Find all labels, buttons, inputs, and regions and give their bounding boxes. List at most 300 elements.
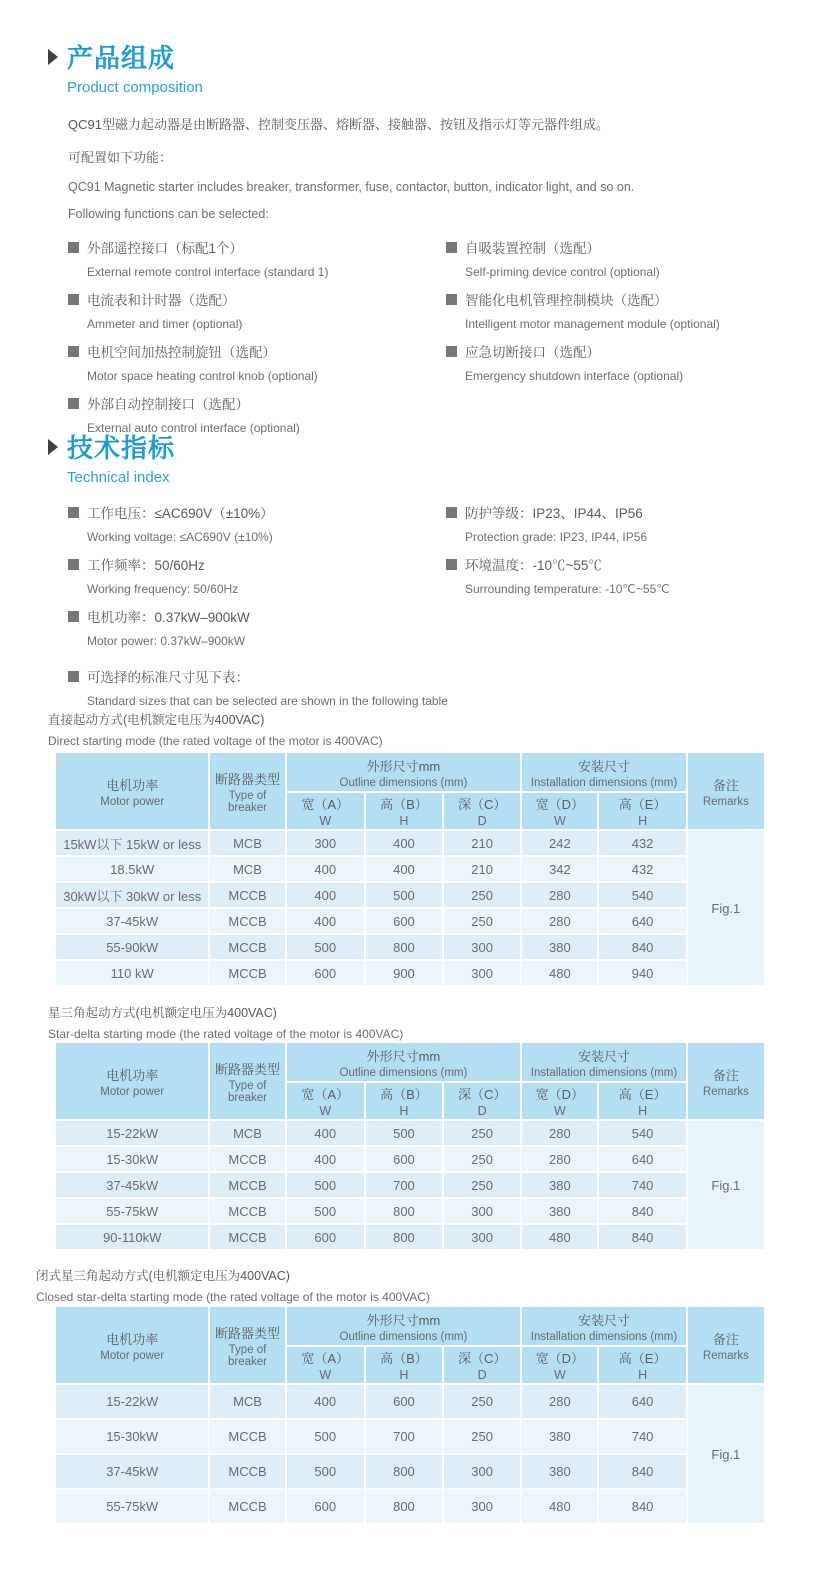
header-dim-col-letter: W xyxy=(553,1104,566,1118)
note-zh-row xyxy=(68,666,788,686)
dim-table-star-delta xyxy=(54,1041,766,1251)
table-data-cell: 400 xyxy=(287,1121,364,1145)
header-breaker-type xyxy=(210,1307,284,1383)
table-data-cell: 600 xyxy=(366,909,442,933)
header-remarks-en: Remarks xyxy=(702,1085,749,1098)
header-dim-col-0 xyxy=(287,1347,364,1383)
list-item-label-en: Intelligent motor management module (optional) xyxy=(465,317,720,331)
list-item-label-en: Working voltage: ≤AC690V (±10%) xyxy=(87,530,273,544)
intro-zh: QC91型磁力起动器是由断路器、控制变压器、熔断器、接触器、按钮及指示灯等元器件组成。 xyxy=(68,117,609,132)
feature-columns xyxy=(68,237,793,445)
table-data-cell: MCCB xyxy=(210,909,284,933)
table-caption-zh: 直接起动方式(电机额定电压为400VAC) xyxy=(48,713,265,727)
header-install-en: Installation dimensions (mm) xyxy=(530,1330,678,1343)
list-item-zh-row xyxy=(446,289,793,309)
table-data-cell: 55-75kW xyxy=(56,1199,208,1223)
list-item-label-zh: 外部自动控制接口（选配） xyxy=(87,397,249,412)
table-header-row-1 xyxy=(56,1307,764,1345)
header-breaker-type-en: Type of breaker xyxy=(228,1343,268,1368)
header-dim-col-letter: W xyxy=(319,1104,332,1118)
table-data-cell: 540 xyxy=(599,1121,685,1145)
list-item xyxy=(68,289,446,331)
intro-zh-2: 可配置如下功能： xyxy=(68,150,173,165)
header-install-zh: 安装尺寸 xyxy=(577,1312,630,1328)
table-data-cell: 600 xyxy=(366,1385,442,1418)
list-item-label-zh: 环境温度：-10℃~55℃ xyxy=(465,558,602,573)
table-data-cell: 900 xyxy=(366,961,442,985)
table-data-cell: 480 xyxy=(522,1490,597,1523)
table-data-cell: 500 xyxy=(366,1121,442,1145)
table-data-cell: 500 xyxy=(287,935,364,959)
header-outline-en: Outline dimensions (mm) xyxy=(339,1330,468,1343)
table-data-cell: MCCB xyxy=(210,1455,284,1488)
table-data-cell: 380 xyxy=(522,1455,597,1488)
section-title-zh: 技术指标 xyxy=(67,433,176,463)
table-data-cell: 250 xyxy=(444,1173,520,1197)
header-install-en: Installation dimensions (mm) xyxy=(530,1066,678,1079)
list-item-label-zh: 电机空间加热控制旋钮（选配） xyxy=(87,345,276,360)
header-motor-power-en: Motor power xyxy=(100,1085,165,1098)
list-item-label-en: Emergency shutdown interface (optional) xyxy=(465,369,684,383)
list-item-zh-row xyxy=(68,606,446,626)
table-data-cell: MCCB xyxy=(210,1225,284,1249)
header-installation-dimensions xyxy=(522,753,685,791)
header-dim-col-4 xyxy=(599,1347,685,1383)
header-dim-col-zh: 高（E） xyxy=(618,1087,667,1102)
note-en: Standard sizes that can be selected are shown in the following table xyxy=(87,694,448,708)
header-motor-power-zh: 电机功率 xyxy=(106,1067,159,1083)
header-dim-col-letter: D xyxy=(477,814,487,828)
table-data-cell: 400 xyxy=(366,857,442,881)
header-dim-col-2 xyxy=(444,1083,520,1119)
list-item xyxy=(68,341,446,383)
table-data-cell: 37-45kW xyxy=(56,1173,208,1197)
table-data-cell: 400 xyxy=(287,883,364,907)
header-installation-dimensions xyxy=(522,1043,685,1081)
bullet-square-icon xyxy=(68,398,79,409)
header-outline-zh: 外形尺寸mm xyxy=(366,1048,441,1064)
list-item xyxy=(446,341,793,383)
section-title-row xyxy=(48,428,793,465)
dim-table-direct-start xyxy=(54,751,766,987)
table1-caption xyxy=(48,710,383,748)
table-data-cell: 242 xyxy=(522,831,597,855)
section-product-composition xyxy=(48,38,793,445)
header-dim-col-letter: D xyxy=(477,1104,487,1118)
header-dim-col-2 xyxy=(444,1347,520,1383)
table-data-cell: 500 xyxy=(287,1199,364,1223)
header-motor-power-en: Motor power xyxy=(100,1349,165,1362)
bullet-square-icon xyxy=(446,346,457,357)
list-item-label-zh: 应急切断接口（选配） xyxy=(465,345,600,360)
bullet-square-icon xyxy=(68,346,79,357)
header-install-zh: 安装尺寸 xyxy=(577,758,630,774)
header-dim-col-zh: 高（B） xyxy=(380,1087,428,1102)
table-body xyxy=(56,1385,764,1523)
table-data-cell: 30kW以下 30kW or less xyxy=(56,883,208,907)
table-data-cell: 280 xyxy=(522,1147,597,1171)
table-row xyxy=(56,909,764,933)
table-data-cell: 15kW以下 15kW or less xyxy=(56,831,208,855)
table-row xyxy=(56,1420,764,1453)
header-outline-dimensions xyxy=(287,1307,521,1345)
list-item xyxy=(68,606,446,648)
header-dim-col-3 xyxy=(522,793,597,829)
features-left-column xyxy=(68,237,446,445)
table-data-cell: 250 xyxy=(444,1385,520,1418)
table-data-cell: 55-75kW xyxy=(56,1490,208,1523)
header-dim-col-zh: 宽（D） xyxy=(535,1351,585,1366)
table-data-cell: 940 xyxy=(599,961,685,985)
table-body xyxy=(56,831,764,985)
header-remarks-zh: 备注 xyxy=(712,1331,739,1347)
table-data-cell: 600 xyxy=(366,1147,442,1171)
table-data-cell: 840 xyxy=(599,935,685,959)
table-data-cell: 300 xyxy=(444,1455,520,1488)
header-dim-col-0 xyxy=(287,1083,364,1119)
table-data-cell: 400 xyxy=(287,1147,364,1171)
table-data-cell: MCCB xyxy=(210,1490,284,1523)
header-breaker-type-en: Type of breaker xyxy=(228,789,268,814)
table-data-cell: 280 xyxy=(522,1385,597,1418)
table-data-cell: MCB xyxy=(210,831,284,855)
section-subtitle-en: Product composition xyxy=(67,79,203,96)
header-breaker-type-en: Type of breaker xyxy=(228,1079,268,1104)
header-dim-col-3 xyxy=(522,1083,597,1119)
header-outline-zh: 外形尺寸mm xyxy=(366,758,441,774)
list-item-label-zh: 电机功率：0.37kW–900kW xyxy=(87,610,250,625)
table-data-cell: 250 xyxy=(444,1121,520,1145)
header-dim-col-letter: W xyxy=(319,1368,332,1382)
table-data-cell: MCCB xyxy=(210,1147,284,1171)
specs-left-column xyxy=(68,502,446,658)
table-data-cell: 250 xyxy=(444,1420,520,1453)
table-data-cell: 210 xyxy=(444,857,520,881)
table-data-cell: 380 xyxy=(522,935,597,959)
header-install-zh: 安装尺寸 xyxy=(577,1048,630,1064)
header-outline-en: Outline dimensions (mm) xyxy=(339,776,468,789)
table-data-cell: 500 xyxy=(287,1455,364,1488)
header-remarks-zh: 备注 xyxy=(712,1067,739,1083)
table-data-cell: 37-45kW xyxy=(56,909,208,933)
table-data-cell: 432 xyxy=(599,831,685,855)
header-breaker-type-zh: 断路器类型 xyxy=(215,771,281,787)
header-breaker-type xyxy=(210,753,284,829)
header-dim-col-zh: 宽（A） xyxy=(301,797,350,812)
header-dim-col-letter: H xyxy=(638,814,648,828)
table-header-row-1 xyxy=(56,1043,764,1081)
table-data-cell: 342 xyxy=(522,857,597,881)
bullet-square-icon xyxy=(446,294,457,305)
table-data-cell: MCCB xyxy=(210,1173,284,1197)
table-data-cell: 700 xyxy=(366,1173,442,1197)
list-item xyxy=(68,502,446,544)
table-data-cell: MCCB xyxy=(210,1199,284,1223)
table-data-cell: 250 xyxy=(444,909,520,933)
note-zh: 可选择的标准尺寸见下表： xyxy=(87,670,249,685)
standard-size-note xyxy=(68,666,788,708)
table-row xyxy=(56,1385,764,1418)
list-item-zh-row xyxy=(68,554,446,574)
table-row xyxy=(56,883,764,907)
header-remarks-en: Remarks xyxy=(702,795,749,808)
table-data-cell: 840 xyxy=(599,1490,685,1523)
table-data-cell: 432 xyxy=(599,857,685,881)
header-motor-power-en: Motor power xyxy=(100,795,165,808)
table-data-cell: 15-22kW xyxy=(56,1385,208,1418)
header-motor-power xyxy=(56,1043,208,1119)
table-data-cell: 400 xyxy=(287,909,364,933)
table-row xyxy=(56,857,764,881)
table-data-cell: 250 xyxy=(444,1147,520,1171)
bullet-square-icon xyxy=(68,294,79,305)
header-remarks xyxy=(688,753,764,829)
header-breaker-type xyxy=(210,1043,284,1119)
list-item-label-en: Working frequency: 50/60Hz xyxy=(87,582,239,596)
table-data-cell: 15-30kW xyxy=(56,1420,208,1453)
bullet-square-icon xyxy=(68,242,79,253)
bullet-square-icon xyxy=(68,559,79,570)
header-dim-col-3 xyxy=(522,1347,597,1383)
table-data-cell: 480 xyxy=(522,961,597,985)
header-dim-col-2 xyxy=(444,793,520,829)
table3-caption xyxy=(36,1266,430,1304)
table-data-cell: 400 xyxy=(287,857,364,881)
header-remarks xyxy=(688,1307,764,1383)
table-data-cell: MCB xyxy=(210,857,284,881)
header-remarks-en: Remarks xyxy=(702,1349,749,1362)
header-dim-col-4 xyxy=(599,1083,685,1119)
header-dim-col-letter: W xyxy=(319,814,332,828)
header-dim-col-letter: D xyxy=(477,1368,487,1382)
bullet-square-icon xyxy=(446,507,457,518)
dim-table-closed-star-delta xyxy=(54,1305,766,1525)
table-data-cell: 280 xyxy=(522,1121,597,1145)
table-data-cell: MCB xyxy=(210,1385,284,1418)
table-caption-en: Closed star-delta starting mode (the rated voltage of the motor is 400VAC) xyxy=(36,1290,430,1304)
header-outline-dimensions xyxy=(287,1043,521,1081)
list-item-zh-row xyxy=(446,237,793,257)
header-dim-col-1 xyxy=(366,1347,442,1383)
list-item-label-en: External auto control interface (optional) xyxy=(87,421,300,435)
list-item-label-zh: 电流表和计时器（选配） xyxy=(87,293,236,308)
table-data-cell: 840 xyxy=(599,1455,685,1488)
table-caption-en: Direct starting mode (the rated voltage of the motor is 400VAC) xyxy=(48,734,383,748)
table-data-cell: 740 xyxy=(599,1420,685,1453)
table-data-cell: 600 xyxy=(287,961,364,985)
header-dim-col-letter: H xyxy=(399,1104,409,1118)
table-data-cell: 300 xyxy=(287,831,364,855)
table-data-cell: MCCB xyxy=(210,935,284,959)
table-header xyxy=(56,753,764,829)
table-data-cell: 280 xyxy=(522,909,597,933)
list-item-label-zh: 智能化电机管理控制模块（选配） xyxy=(465,293,668,308)
header-dim-col-zh: 高（B） xyxy=(380,797,428,812)
table-row xyxy=(56,1147,764,1171)
header-dim-col-letter: W xyxy=(553,814,566,828)
header-dim-col-letter: H xyxy=(399,1368,409,1382)
list-item-zh-row xyxy=(446,341,793,361)
list-item-label-zh: 工作频率：50/60Hz xyxy=(87,558,205,573)
intro-en-2: Following functions can be selected: xyxy=(68,207,269,221)
header-breaker-type-zh: 断路器类型 xyxy=(215,1325,281,1341)
list-item-label-zh: 防护等级：IP23、IP44、IP56 xyxy=(465,506,643,521)
table-remarks-cell: Fig.1 xyxy=(688,1385,764,1523)
table-row xyxy=(56,1225,764,1249)
table-data-cell: 300 xyxy=(444,935,520,959)
table-header xyxy=(56,1307,764,1383)
list-item xyxy=(446,289,793,331)
header-motor-power-zh: 电机功率 xyxy=(106,777,159,793)
list-item xyxy=(68,237,446,279)
header-dim-col-letter: H xyxy=(638,1104,648,1118)
header-dim-col-zh: 宽（D） xyxy=(535,797,585,812)
header-remarks xyxy=(688,1043,764,1119)
header-motor-power-zh: 电机功率 xyxy=(106,1331,159,1347)
header-dim-col-letter: H xyxy=(638,1368,648,1382)
table-data-cell: 400 xyxy=(287,1385,364,1418)
table-data-cell: 840 xyxy=(599,1199,685,1223)
list-item xyxy=(68,554,446,596)
table-data-cell: 840 xyxy=(599,1225,685,1249)
header-dim-col-letter: H xyxy=(399,814,409,828)
table-caption-zh: 星三角起动方式(电机额定电压为400VAC) xyxy=(48,1006,277,1020)
header-motor-power xyxy=(56,753,208,829)
features-right-column xyxy=(446,237,793,445)
table-data-cell: 250 xyxy=(444,883,520,907)
table-data-cell: 640 xyxy=(599,1147,685,1171)
table-remarks-cell: Fig.1 xyxy=(688,831,764,985)
table-data-cell: 37-45kW xyxy=(56,1455,208,1488)
list-item-zh-row xyxy=(68,289,446,309)
intro-en: QC91 Magnetic starter includes breaker, transformer, fuse, contactor, button, indicator light, and so on. xyxy=(68,180,635,194)
header-dim-col-zh: 深（C） xyxy=(457,797,507,812)
table-data-cell: 800 xyxy=(366,1225,442,1249)
table-data-cell: 500 xyxy=(287,1173,364,1197)
table-data-cell: MCCB xyxy=(210,883,284,907)
specs-right-column xyxy=(446,502,793,658)
table-header-row-1 xyxy=(56,753,764,791)
header-remarks-zh: 备注 xyxy=(712,777,739,793)
list-item-label-zh: 自吸装置控制（选配） xyxy=(465,241,600,256)
section-technical-index xyxy=(48,428,793,658)
bullet-square-icon xyxy=(68,671,79,682)
list-item-zh-row xyxy=(446,502,793,522)
table-remarks-cell: Fig.1 xyxy=(688,1121,764,1249)
header-dim-col-zh: 深（C） xyxy=(457,1351,507,1366)
table-data-cell: MCB xyxy=(210,1121,284,1145)
table-data-cell: 18.5kW xyxy=(56,857,208,881)
header-install-en: Installation dimensions (mm) xyxy=(530,776,678,789)
table-data-cell: 300 xyxy=(444,1490,520,1523)
table-data-cell: 380 xyxy=(522,1420,597,1453)
header-dim-col-letter: W xyxy=(553,1368,566,1382)
table-row xyxy=(56,935,764,959)
list-item-label-zh: 工作电压：≤AC690V（±10%） xyxy=(87,506,274,521)
table-caption-en: Star-delta starting mode (the rated voltage of the motor is 400VAC) xyxy=(48,1027,404,1041)
list-item-label-en: Motor space heating control knob (optional) xyxy=(87,369,318,383)
header-outline-en: Outline dimensions (mm) xyxy=(339,1066,468,1079)
list-item-label-en: Surrounding temperature: -10℃~55℃ xyxy=(465,582,670,596)
table-data-cell: 400 xyxy=(366,831,442,855)
header-outline-zh: 外形尺寸mm xyxy=(366,1312,441,1328)
header-dim-col-0 xyxy=(287,793,364,829)
table-data-cell: 480 xyxy=(522,1225,597,1249)
section-title-zh: 产品组成 xyxy=(67,43,176,73)
header-breaker-type-zh: 断路器类型 xyxy=(215,1061,281,1077)
header-outline-dimensions xyxy=(287,753,521,791)
table-data-cell: 90-110kW xyxy=(56,1225,208,1249)
list-item xyxy=(446,554,793,596)
table-data-cell: 640 xyxy=(599,909,685,933)
header-dim-col-zh: 深（C） xyxy=(457,1087,507,1102)
table-data-cell: 110 kW xyxy=(56,961,208,985)
table-data-cell: MCCB xyxy=(210,961,284,985)
bullet-square-icon xyxy=(446,242,457,253)
table-data-cell: 15-22kW xyxy=(56,1121,208,1145)
table-data-cell: 540 xyxy=(599,883,685,907)
table-data-cell: 600 xyxy=(287,1225,364,1249)
header-dim-col-zh: 宽（A） xyxy=(301,1087,350,1102)
table-row xyxy=(56,1490,764,1523)
list-item xyxy=(446,502,793,544)
list-item-label-en: Ammeter and timer (optional) xyxy=(87,317,243,331)
table-data-cell: MCCB xyxy=(210,1420,284,1453)
table-row xyxy=(56,1173,764,1197)
list-item-zh-row xyxy=(68,502,446,522)
header-dim-col-1 xyxy=(366,1083,442,1119)
list-item-label-en: Motor power: 0.37kW–900kW xyxy=(87,634,246,648)
section-pointer-icon xyxy=(48,439,58,455)
list-item-label-en: Self-priming device control (optional) xyxy=(465,265,660,279)
table-data-cell: 300 xyxy=(444,961,520,985)
list-item-zh-row xyxy=(68,237,446,257)
table-data-cell: 800 xyxy=(366,1455,442,1488)
spec-columns xyxy=(68,502,793,658)
list-item-zh-row xyxy=(446,554,793,574)
table-data-cell: 300 xyxy=(444,1225,520,1249)
table-row xyxy=(56,961,764,985)
table2-caption xyxy=(48,1003,403,1041)
table-row xyxy=(56,1121,764,1145)
table-data-cell: 700 xyxy=(366,1420,442,1453)
table-row xyxy=(56,1199,764,1223)
bullet-square-icon xyxy=(68,507,79,518)
table-data-cell: 300 xyxy=(444,1199,520,1223)
header-dim-col-zh: 高（E） xyxy=(618,797,667,812)
table-data-cell: 500 xyxy=(287,1420,364,1453)
table-data-cell: 15-30kW xyxy=(56,1147,208,1171)
table-row xyxy=(56,1455,764,1488)
table-data-cell: 380 xyxy=(522,1173,597,1197)
table-row xyxy=(56,831,764,855)
list-item-label-zh: 外部遥控接口（标配1个） xyxy=(87,241,244,256)
table-data-cell: 380 xyxy=(522,1199,597,1223)
header-installation-dimensions xyxy=(522,1307,685,1345)
list-item-label-en: External remote control interface (standard 1) xyxy=(87,265,329,279)
section-pointer-icon xyxy=(48,49,58,65)
section-subtitle-en: Technical index xyxy=(67,469,170,486)
table-data-cell: 280 xyxy=(522,883,597,907)
bullet-square-icon xyxy=(68,611,79,622)
section-title-row xyxy=(48,38,793,75)
table-data-cell: 740 xyxy=(599,1173,685,1197)
header-dim-col-4 xyxy=(599,793,685,829)
header-motor-power xyxy=(56,1307,208,1383)
bullet-square-icon xyxy=(446,559,457,570)
list-item-zh-row xyxy=(68,341,446,361)
list-item-zh-row xyxy=(68,393,446,413)
